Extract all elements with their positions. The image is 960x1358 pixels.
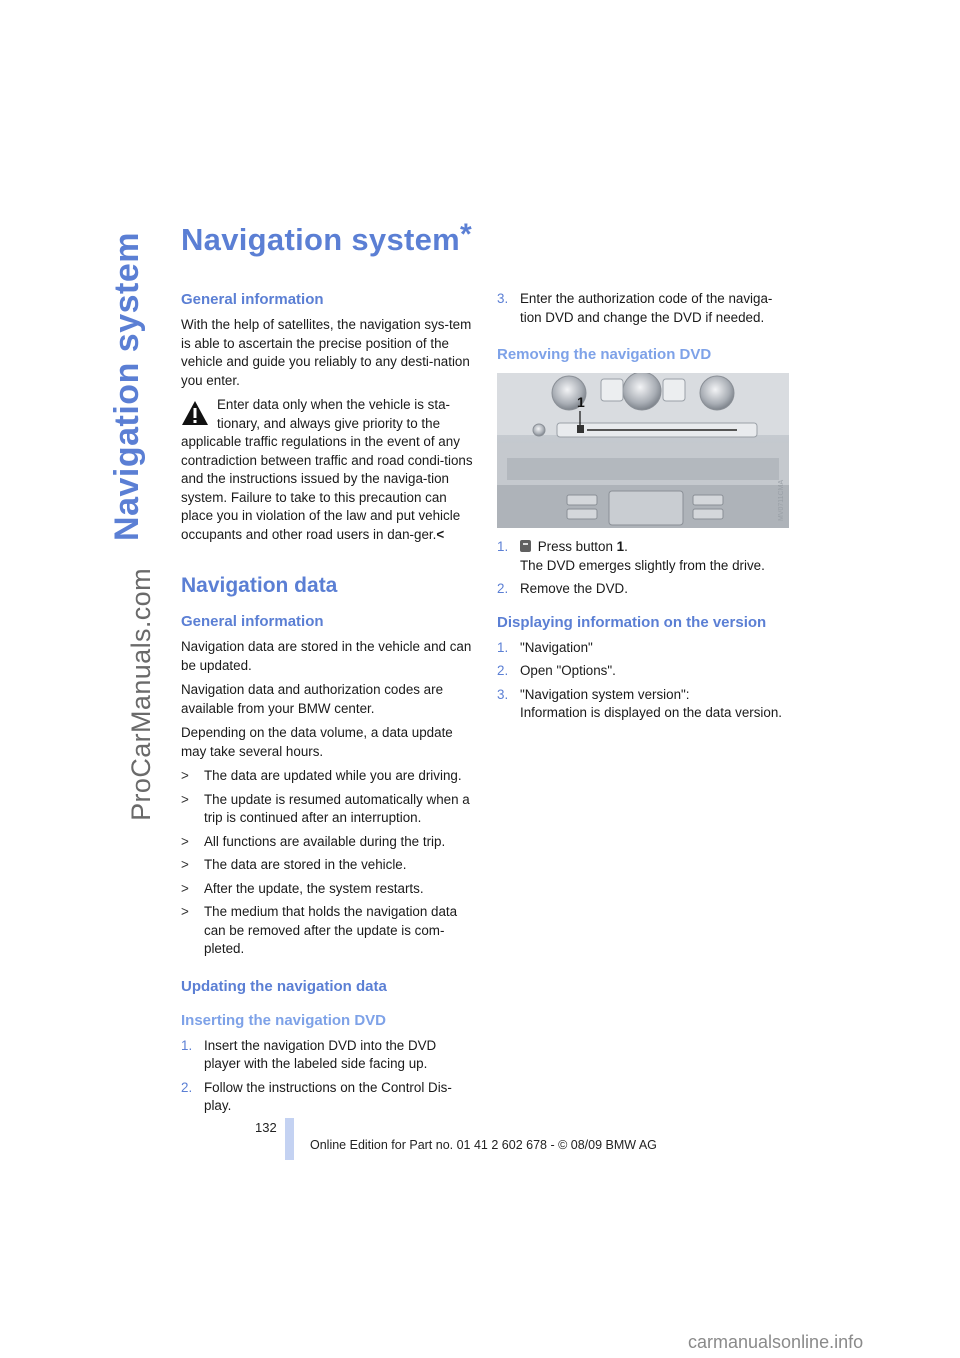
optional-equipment-star: *: [460, 218, 473, 251]
version-information-steps: [497, 639, 789, 723]
navigation-data-general-heading: General information: [181, 613, 324, 630]
inserting-dvd-heading: Inserting the navigation DVD: [181, 1011, 387, 1029]
list-item: [181, 791, 473, 828]
list-item: [497, 290, 789, 327]
step-text: Press button: [537, 539, 613, 554]
left-column: [181, 290, 473, 1122]
list-item: [181, 880, 473, 899]
general-information-heading: General information: [181, 291, 324, 308]
warning-block: [181, 396, 473, 544]
bottom-watermark: carmanualsonline.info: [688, 1332, 864, 1352]
step-text-end: .: [624, 539, 628, 554]
navigation-data-heading: Navigation data: [181, 574, 338, 597]
eject-button-icon: [520, 540, 531, 552]
navigation-data-paragraph-1: Navigation data are stored in the vehicle and can be updated.: [181, 639, 472, 673]
list-item: [497, 662, 789, 681]
bullet-text: The update is resumed automatically when a trip is continued after an interruption.: [204, 791, 470, 825]
list-item: [497, 686, 789, 723]
version-information-heading: Displaying information on the version: [497, 613, 767, 631]
bullet-marker: >: [181, 904, 189, 919]
page-title-text: Navigation system: [181, 222, 461, 257]
step-text-line2: The DVD emerges slightly from the drive.: [520, 557, 765, 573]
step-number: 3.: [497, 686, 509, 702]
navigation-data-paragraph-3: Depending on the data volume, a data update may take several hours.: [181, 725, 453, 759]
figure-code: MV0711CMA: [778, 479, 785, 521]
bullet-text: The medium that holds the navigation data can be removed after the update is com-pleted.: [204, 904, 458, 956]
step-text: "Navigation system version":: [520, 686, 690, 702]
removing-dvd-steps: [497, 538, 789, 599]
step-text: "Navigation": [520, 639, 593, 655]
bullet-text: All functions are available during the trip.: [204, 833, 446, 849]
step-text-line2: Information is displayed on the data version.: [520, 705, 783, 720]
list-item: [497, 580, 789, 599]
sidebar-watermark: ProCarManuals.com: [126, 568, 156, 821]
step-text: Enter the authorization code of the naviga-tion DVD and change the DVD if needed.: [520, 291, 773, 325]
bullet-marker: >: [181, 791, 189, 807]
bullet-text: The data are stored in the vehicle.: [204, 857, 407, 872]
warning-text: Enter data only when the vehicle is sta-tionary, and always give priority to the applicable traffic regulations in the event of any contradiction between traffic and road condi-tions and the instructions issued by the naviga-tion system. Failure to take to this precaution can place you in violation of the law and put vehicle occupants and other road users in dan-ger.: [181, 397, 473, 542]
right-column: [497, 290, 789, 729]
updating-navigation-data-heading: Updating the navigation data: [181, 977, 387, 995]
step-text: Open "Options".: [520, 663, 616, 678]
button-reference: 1: [616, 539, 625, 554]
step-number: 2.: [497, 663, 509, 678]
removing-dvd-heading: Removing the navigation DVD: [497, 346, 712, 363]
list-item: [497, 538, 789, 575]
bullet-marker: >: [181, 857, 189, 872]
page-number: 132: [255, 1120, 277, 1135]
step-text: Insert the navigation DVD into the DVD player with the labeled side facing up.: [204, 1037, 437, 1071]
inserting-dvd-steps-continued: [497, 290, 789, 327]
list-item: [181, 767, 473, 786]
navigation-data-paragraph-2: Navigation data and authorization codes are available from your BMW center.: [181, 682, 444, 716]
step-text: Remove the DVD.: [520, 581, 628, 596]
step-number: 1.: [497, 539, 509, 554]
bullet-marker: >: [181, 880, 189, 896]
navigation-data-bullets: [181, 767, 473, 959]
step-number: 2.: [497, 581, 509, 596]
footer-edition-text: Online Edition for Part no. 01 41 2 602 678 - © 08/09 BMW AG: [310, 1138, 657, 1152]
figure-callout-label: 1: [577, 394, 585, 410]
list-item: [181, 1037, 473, 1074]
list-item: [497, 639, 789, 658]
bullet-marker: >: [181, 768, 189, 783]
bullet-text: The data are updated while you are driving.: [204, 768, 462, 783]
list-item: [181, 903, 473, 959]
warning-text-wrapper: [181, 396, 473, 544]
dvd-drive-figure: [497, 373, 789, 528]
inserting-dvd-steps: [181, 1037, 473, 1116]
end-mark: <: [436, 526, 445, 542]
bullet-text: After the update, the system restarts.: [204, 880, 424, 896]
step-number: 2.: [181, 1079, 193, 1095]
sidebar-section-title: Navigation system: [108, 232, 146, 541]
list-item: [181, 833, 473, 852]
step-text: Follow the instructions on the Control Dis-play.: [204, 1079, 452, 1113]
dvd-drive-illustration: [497, 373, 789, 528]
page-title: [181, 218, 473, 258]
bullet-marker: >: [181, 833, 189, 849]
footer-accent-bar: [285, 1118, 294, 1160]
list-item: [181, 856, 473, 875]
step-number: 3.: [497, 291, 509, 306]
warning-triangle-icon: [181, 400, 209, 426]
step-number: 1.: [181, 1037, 193, 1053]
list-item: [181, 1079, 473, 1116]
step-number: 1.: [497, 639, 509, 655]
general-information-text: With the help of satellites, the navigation sys-tem is able to ascertain the precise position of the vehicle and guide you reliably to any desti-nation you enter.: [181, 317, 472, 388]
